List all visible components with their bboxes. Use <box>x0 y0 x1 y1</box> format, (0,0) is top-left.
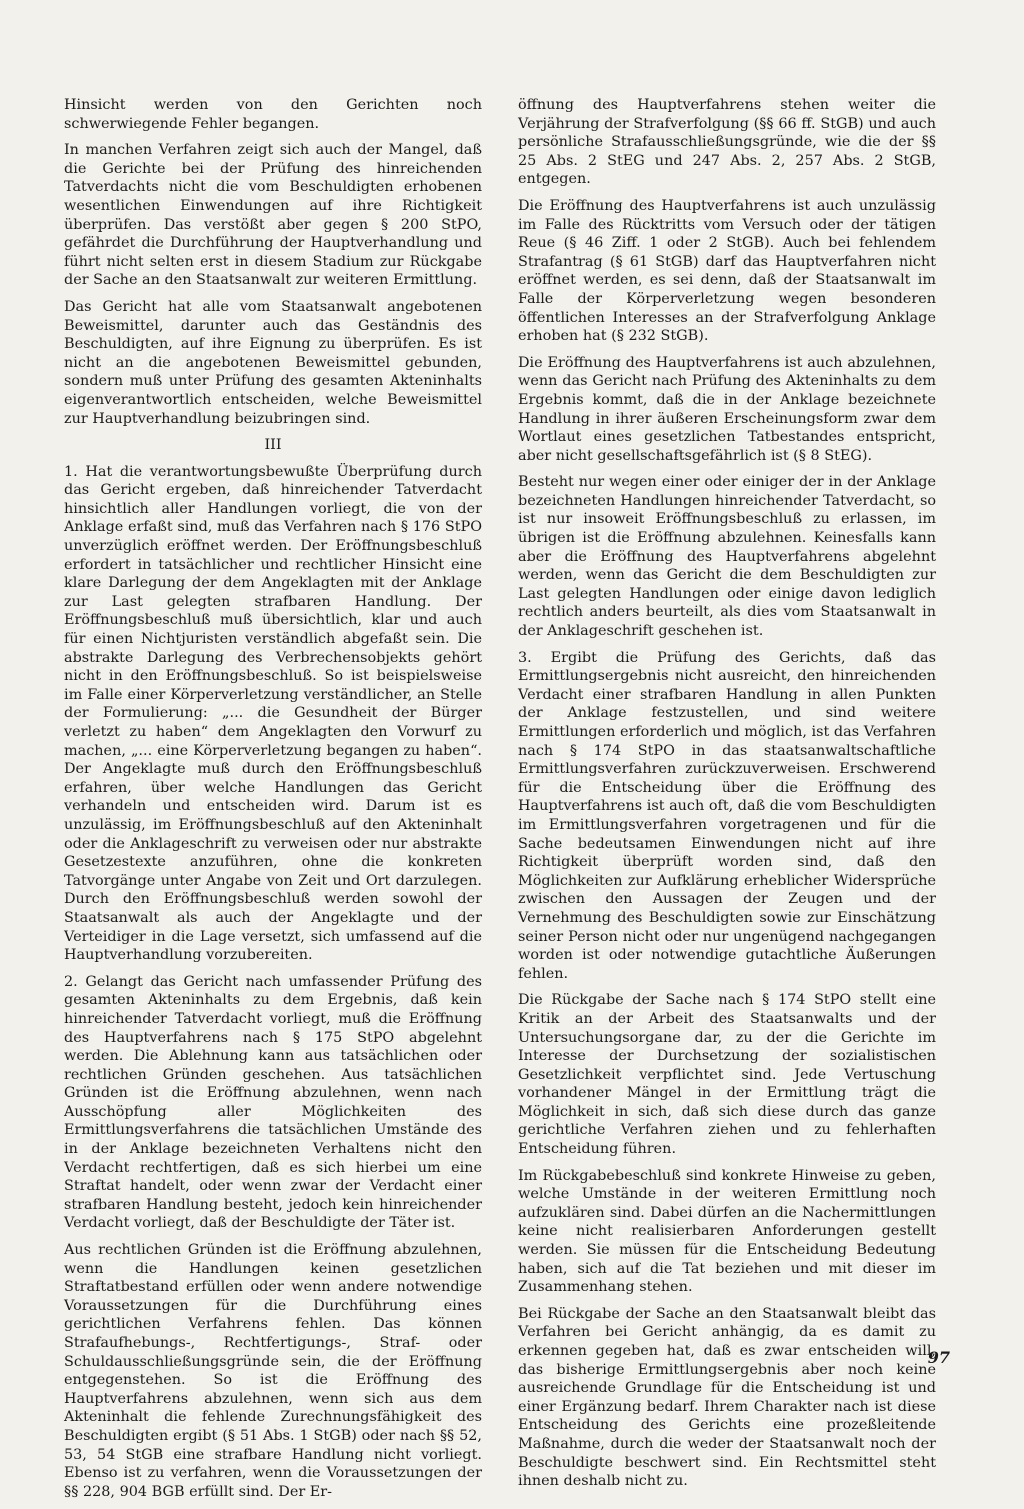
paragraph: Die Rückgabe der Sache nach § 174 StPO stellt eine Kritik an der Arbeit des Staatsanwalts und der Untersuchungsorgane dar, zu der die Gerichte im Interesse der Durchsetzung der sozialistischen Gesetzlichkeit verpflichtet sind. Jede Vertuschung vorhandener Mängel in der Ermittlung trägt die Möglichkeit in sich, daß sich diese durch das ganze gerichtliche Verfahren ziehen und zu fehlerhaften Entscheidung führen. <box>518 992 936 1158</box>
paragraph: Hinsicht werden von den Gerichten noch schwerwiegende Fehler begangen. <box>64 97 482 132</box>
paragraph: 1. Hat die verantwortungsbewußte Überprüfung durch das Gericht ergeben, daß hinreichender Tatverdacht hinsichtlich aller Handlungen vorliegt, die von der Anklage erfaßt sind, muß das Verfahren nach § 176 StPO unverzüglich eröffnet werden. Der Eröffnungsbeschluß erfordert in tatsächlicher und rechtlicher Hinsicht eine klare Darlegung der dem Angeklagten mit der Anklage zur Last gelegten strafbaren Handlung. Der Eröffnungsbeschluß muß übersichtlich, klar und auch für einen Nichtjuristen verständlich abgefaßt sein. Die abstrakte Darlegung des Verbrechensobjekts gehört nicht in den Eröffnungsbeschluß. So ist beispielsweise im Falle einer Körperverletzung verständlicher, an Stelle der Formulierung: „... die Gesundheit der Bürger verletzt zu haben“ dem Angeklagten den Vorwurf zu machen, „... eine Körperverletzung begangen zu haben“. Der Angeklagte muß durch den Eröffnungsbeschluß erfahren, über welche Handlungen das Gericht verhandeln und entscheiden wird. Darum ist es unzulässig, im Eröffnungsbeschluß auf den Akteninhalt oder die Anklageschrift zu verweisen oder nur abstrakte Gesetzestexte anzuführen, ohne die konkreten Tatvorgänge unter Angabe von Zeit und Ort darzulegen. Durch den Eröffnungsbeschluß werden sowohl der Staatsanwalt als auch der Angeklagte und der Verteidiger in die Lage versetzt, sich umfassend auf die Hauptverhandlung vorzubereiten. <box>64 463 482 964</box>
text-columns <box>64 96 944 1509</box>
paragraph: Die Eröffnung des Hauptverfahrens ist auch abzulehnen, wenn das Gericht nach Prüfung des Akteninhalts zu dem Ergebnis kommt, daß die in der Anklage bezeichnete Handlung in ihrer äußeren Erscheinungsform zwar dem Wortlaut eines gesetzlichen Tatbestandes entspricht, aber nicht gesellschaftsgefährlich ist (§ 8 StEG). <box>518 354 936 464</box>
paragraph: Besteht nur wegen einer oder einiger der in der Anklage bezeichneten Handlungen hinreichender Tatverdacht, so ist nur insoweit Eröffnungsbeschluß zu erlassen, im übrigen ist die Eröffnung abzulehnen. Keinesfalls kann aber die Eröffnung des Hauptverfahrens abgelehnt werden, wenn das Gericht die dem Beschuldigten zur Last gelegten Handlungen oder einige davon lediglich rechtlich anders beurteilt, als dies vom Staatsanwalt in der Anklageschrift geschehen ist. <box>518 474 936 640</box>
right-column <box>518 96 936 1509</box>
paragraph: Im Rückgabebeschluß sind konkrete Hinweise zu geben, welche Umstände in der weiteren Ermittlung noch aufzuklären sind. Dabei dürfen an die Nachermittlungen keine nicht realisierbaren Anforderungen gestellt werden. Sie müssen für die Entscheidung Bedeutung haben, sich auf die Tat beziehen und mit dieser im Zusammenhang stehen. <box>518 1167 936 1296</box>
left-column <box>64 96 482 1509</box>
paragraph: 2. Gelangt das Gericht nach umfassender Prüfung des gesamten Akteninhalts zu dem Ergebnis, daß kein hinreichender Tatverdacht vorliegt, muß die Eröffnung des Hauptverfahrens nach § 175 StPO abgelehnt werden. Die Ablehnung kann aus tatsächlichen oder rechtlichen Gründen geschehen. Aus tatsächlichen Gründen ist die Eröffnung abzulehnen, wenn nach Ausschöpfung aller Möglichkeiten des Ermittlungsverfahrens die tatsächlichen Umstände des in der Anklage bezeichneten Verhaltens nicht den Verdacht rechtfertigen, daß es sich hierbei um eine Straftat handelt, oder wenn zwar der Verdacht einer strafbaren Handlung besteht, jedoch kein hinreichender Verdacht vorliegt, daß der Beschuldigte der Täter ist. <box>64 973 482 1232</box>
paragraph: öffnung des Hauptverfahrens stehen weiter die Verjährung der Strafverfolgung (§§ 66 ff. StGB) und auch persönliche Strafausschließungsgründe, wie die der §§ 25 Abs. 2 StEG und 247 Abs. 2, 257 Abs. 2 StGB, entgegen. <box>518 97 936 188</box>
section-heading: III <box>264 437 282 454</box>
paragraph: In manchen Verfahren zeigt sich auch der Mangel, daß die Gerichte bei der Prüfung des hinreichenden Tatverdachts nicht die vom Beschuldigten erhobenen wesentlichen Einwendungen auf ihre Richtigkeit überprüfen. Das verstößt aber gegen § 200 StPO, gefährdet die Durchführung der Hauptverhandlung und führt nicht selten erst in diesem Stadium zur Rückgabe der Sache an den Staatsanwalt zur weiteren Ermittlung. <box>64 142 482 289</box>
paragraph: Die Eröffnung des Hauptverfahrens ist auch unzulässig im Falle des Rücktritts vom Versuch oder der tätigen Reue (§ 46 Ziff. 1 oder 2 StGB). Auch bei fehlendem Strafantrag (§ 61 StGB) darf das Hauptverfahren nicht eröffnet werden, es sei denn, daß der Staatsanwalt im Falle der Körperverletzung wegen besonderen öffentlichen Interesses an der Strafverfolgung Anklage erhoben hat (§ 232 StGB). <box>518 197 936 345</box>
paragraph: Aus rechtlichen Gründen ist die Eröffnung abzulehnen, wenn die Handlungen keinen gesetzlichen Straftatbestand erfüllen oder wenn andere notwendige Voraussetzungen für die Durchführung eines gerichtlichen Verfahrens fehlen. Das können Strafaufhebungs-, Rechtfertigungs-, Straf- oder Schuldausschließungsgründe sein, die der Eröffnung entgegenstehen. So ist die Eröffnung des Hauptverfahrens abzulehnen, wenn sich aus dem Akteninhalt die fehlende Zurechnungsfähigkeit des Beschuldigten ergibt (§ 51 Abs. 1 StGB) oder nach §§ 52, 53, 54 StGB eine strafbare Handlung nicht vorliegt. Ebenso ist zu verfahren, wenn die Voraussetzungen der §§ 228, 904 BGB erfüllt sind. Der Er- <box>64 1242 482 1500</box>
paragraph: Das Gericht hat alle vom Staatsanwalt angebotenen Beweismittel, darunter auch das Geständnis des Beschuldigten, auf ihre Eignung zu überprüfen. Es ist nicht an die angebotenen Beweismittel gebunden, sondern muß unter Prüfung des gesamten Akteninhalts eigenverantwortlich entscheiden, welche Beweismittel zur Hauptverhandlung beizubringen sind. <box>64 298 482 427</box>
paragraph: Bei Rückgabe der Sache an den Staatsanwalt bleibt das Verfahren bei Gericht anhängig, da es damit zu erkennen gegeben hat, daß es zwar entscheiden will, das bisherige Ermittlungsergebnis aber noch keine ausreichende Grundlage für die Entscheidung ist und einer Ergänzung bedarf. Ihrem Charakter nach ist diese Entscheidung des Gerichts eine prozeßleitende Maßnahme, durch die weder der Staatsanwalt noch der Beschuldigte beschwert sind. Ein Rechtsmittel steht ihnen deshalb nicht zu. <box>518 1305 936 1490</box>
page-number: 97 <box>927 1348 950 1367</box>
paragraph: 3. Ergibt die Prüfung des Gerichts, daß das Ermittlungsergebnis nicht ausreicht, den hinreichenden Verdacht einer strafbaren Handlung in allen Punkten der Anklage festzustellen, und sind weitere Ermittlungen erforderlich und möglich, ist das Verfahren nach § 174 StPO in das staatsanwaltschaftliche Ermittlungsverfahren zurückzuverweisen. Erschwerend für die Entscheidung über die Eröffnung des Hauptverfahrens ist auch oft, daß die vom Beschuldigten im Ermittlungsverfahren vorgetragenen und für die Sache bedeutsamen Einwendungen nicht auf ihre Richtigkeit überprüft worden sind, daß den Möglichkeiten zur Aufklärung erheblicher Widersprüche zwischen den Aussagen der Zeugen und der Vernehmung des Beschuldigten sowie zur Einschätzung seiner Person nicht oder nur ungenügend nachgegangen worden ist oder notwendige gutachtliche Äußerungen fehlen. <box>518 649 936 982</box>
